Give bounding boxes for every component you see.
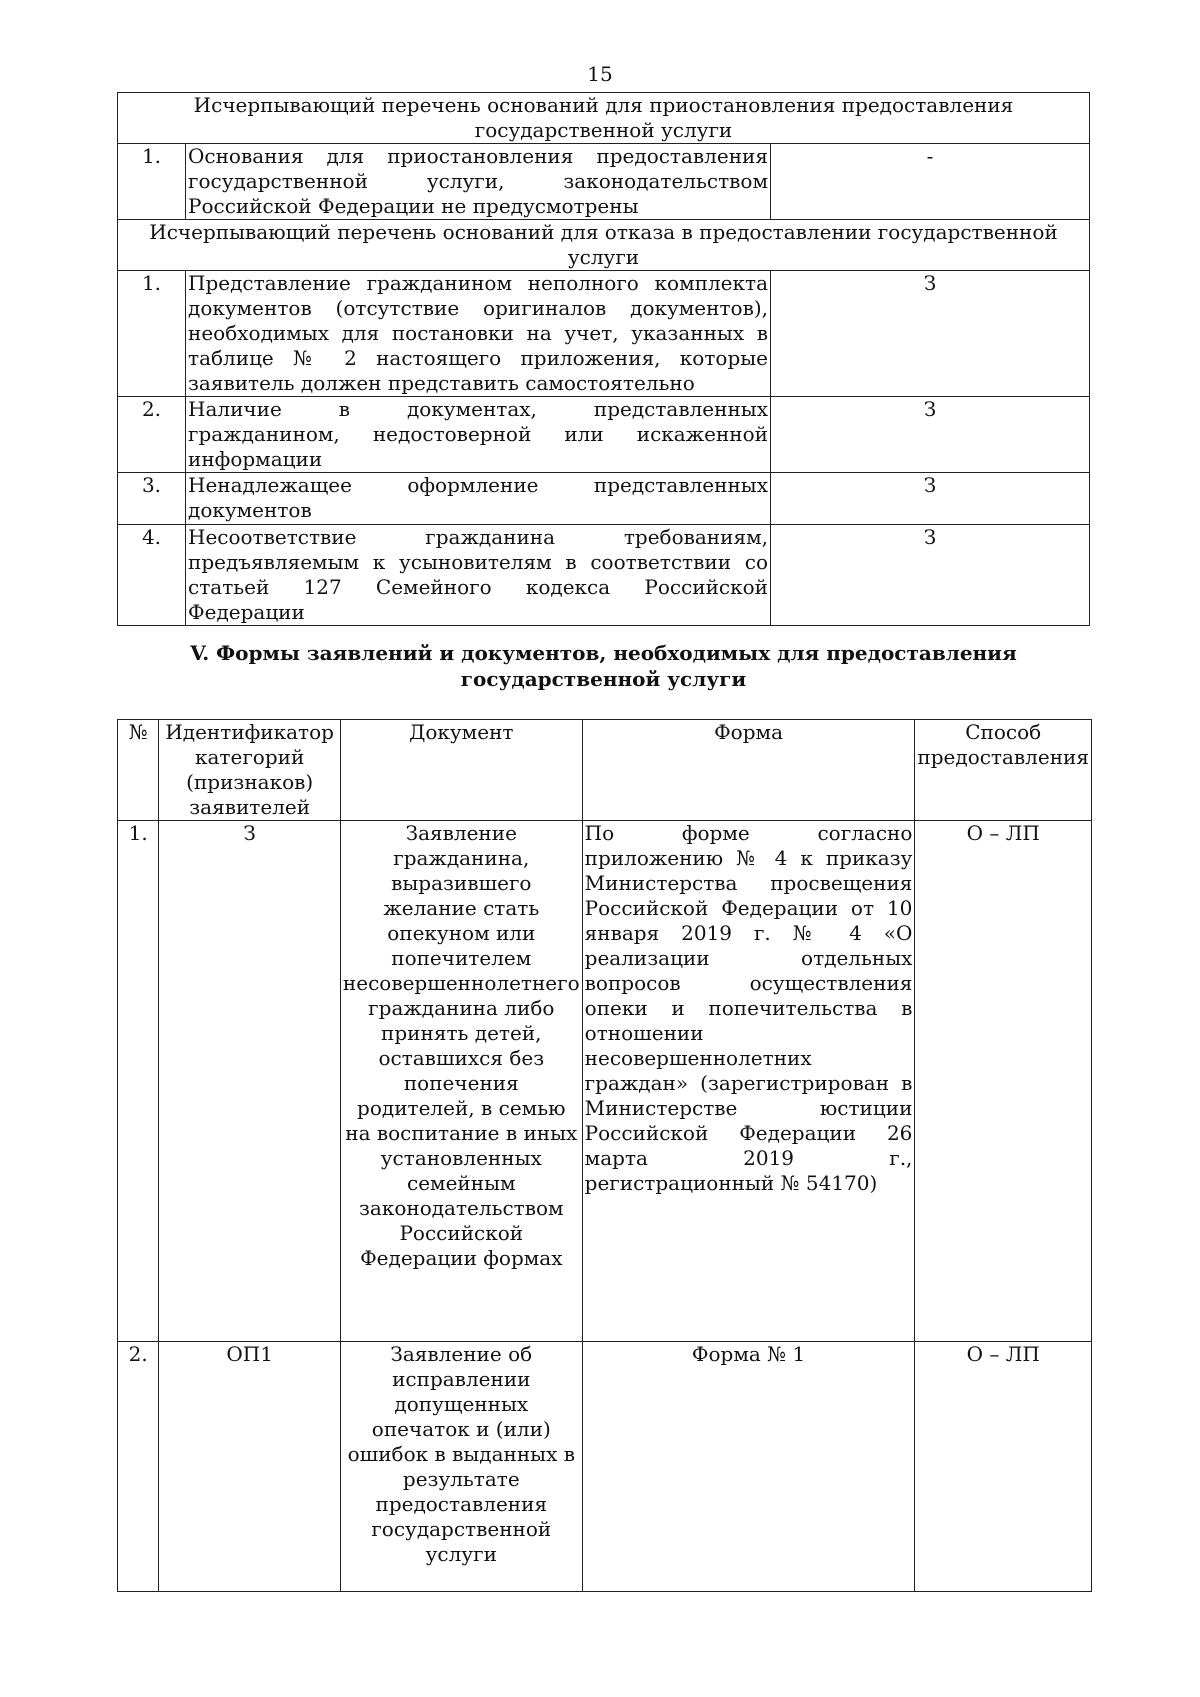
table-row [118,525,1090,626]
table-row [118,473,1090,525]
row-form: Форма № 1 [582,1342,915,1592]
table-row [118,144,1090,220]
table-row [118,821,1092,1342]
row-number: 4. [118,525,186,626]
row-document: Заявление гражданина, выразившего желание стать опекуном или попечителем несовершеннолетнего гражданина либо принять детей, оставшихся без попечения родителей, в семью на воспитание в иных установленных семейным законодательством Российской Федерации формах [340,821,582,1342]
row-identifier: ОП1 [159,1342,341,1592]
row-identifier: З [159,821,341,1342]
header-method: Способ предоставления [915,720,1092,821]
row-value: З [771,271,1090,397]
header-document: Документ [340,720,582,821]
row-number: 2. [118,397,186,473]
row-form: По форме согласно приложению № 4 к приказу Министерства просвещения Российской Федерации от 10 января 2019 г. № 4 «О реализации отдельных вопросов осуществления опеки и попечительства в отношении несовершеннолетних граждан» (зарегистрирован в Министерстве юстиции Российской Федерации 26 марта 2019 г., регистрационный № 54170) [582,821,915,1342]
row-text: Несоответствие гражданина требованиям, предъявляемым к усыновителям в соответствии со статьей 127 Семейного кодекса Российской Федерации [186,525,771,626]
row-value: З [771,397,1090,473]
row-number: 3. [118,473,186,525]
header-form: Форма [582,720,915,821]
row-text: Основания для приостановления предоставления государственной услуги, законодательством Российской Федерации не предусмотрены [186,144,771,220]
page-number: 15 [587,62,613,86]
row-text: Наличие в документах, представленных гражданином, недостоверной или искаженной информации [186,397,771,473]
row-text: Ненадлежащее оформление представленных документов [186,473,771,525]
table-row [118,271,1090,397]
row-number: 2. [118,1342,159,1592]
table-row [118,1342,1092,1592]
section-title-suspension: Исчерпывающий перечень оснований для приостановления предоставления государственной услуги [118,93,1090,144]
table-header-row [118,720,1092,821]
section-heading: V. Формы заявлений и документов, необходимых для предоставления государственной услуги [190,641,1017,691]
section-row-refusal [118,220,1090,271]
row-value: - [771,144,1090,220]
row-value: З [771,473,1090,525]
grounds-table [117,92,1090,626]
header-number: № [118,720,159,821]
row-number: 1. [118,821,159,1342]
row-text: Представление гражданином неполного комплекта документов (отсутствие оригиналов документов), необходимых для постановки на учет, указанных в таблице № 2 настоящего приложения, которые заявитель должен представить самостоятельно [186,271,771,397]
row-number: 1. [118,144,186,220]
row-number: 1. [118,271,186,397]
table-row [118,397,1090,473]
section-row-suspension [118,93,1090,144]
section-title-refusal: Исчерпывающий перечень оснований для отказа в предоставлении государственной услуги [118,220,1090,271]
row-method: О – ЛП [915,821,1092,1342]
row-method: О – ЛП [915,1342,1092,1592]
row-document: Заявление об исправлении допущенных опечаток и (или) ошибок в выданных в результате предоставления государственной услуги [340,1342,582,1592]
header-identifier: Идентификатор категорий (признаков) заявителей [159,720,341,821]
row-value: З [771,525,1090,626]
forms-table [117,719,1092,1592]
